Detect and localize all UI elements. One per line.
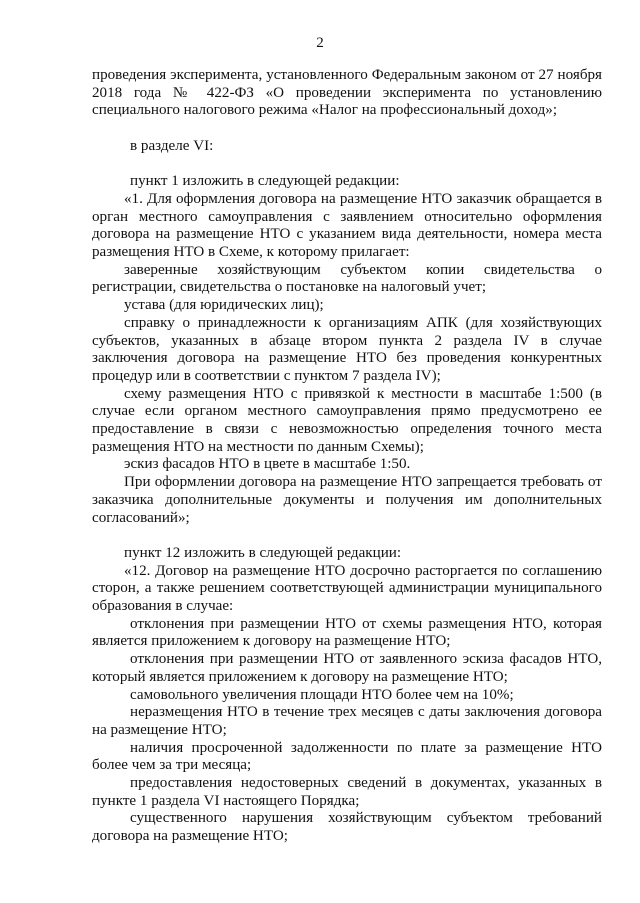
paragraph-4: «1. Для оформления договора на размещение НТО заказчик обращается в орган местного самоуправления с заявлением относительно оформления договора на размещение НТО с указанием вида деятельности, номера места размещения НТО в Схеме, к которому прилагает:	[92, 190, 602, 260]
paragraph-7: справку о принадлежности к организациям АПК (для хозяйствующих субъектов, указанных в абзаце втором пункта 2 раздела IV в случае заключения договора на размещение НТО без проведения конкурентных процедур или в соответствии с пунктом 7 раздела IV);	[92, 314, 602, 384]
document-body	[92, 67, 602, 846]
paragraph-18: предоставления недостоверных сведений в документах, указанных в пункте 1 раздела VI настоящего Порядка;	[92, 775, 602, 809]
page-number: 2	[316, 35, 324, 51]
paragraph-8: схему размещения НТО с привязкой к местности в масштабе 1:500 (в случае если органом местного самоуправления прямо предусмотрено ее предоставление в связи с невозможностью определения точного места размещения НТО на местности по данным Схемы);	[92, 385, 602, 455]
paragraph-6: устава (для юридических лиц);	[124, 297, 324, 314]
paragraph-5: заверенные хозяйствующим субъектом копии свидетельства о регистрации, свидетельства о постановке на налоговый учет;	[92, 261, 602, 296]
paragraph-1: проведения эксперимента, установленного Федеральным законом от 27 ноября 2018 года № 422-ФЗ «О проведении эксперимента по установлению специального налогового режима «Налог на профессиональный доход»;	[92, 67, 602, 119]
paragraph-13: отклонения при размещении НТО от схемы размещения НТО, которая является приложением к договору на размещение НТО;	[92, 615, 602, 650]
paragraph-11: пункт 12 изложить в следующей редакции:	[124, 544, 402, 561]
spacer	[92, 156, 602, 174]
paragraph-10: При оформлении договора на размещение НТО запрещается требовать от заказчика дополнительные документы и получения им дополнительных согласований»;	[92, 474, 602, 526]
paragraph-19: существенного нарушения хозяйствующим субъектом требований договора на размещение НТО;	[92, 810, 602, 845]
paragraph-15: самовольного увеличения площади НТО более чем на 10%;	[130, 686, 514, 703]
paragraph-14: отклонения при размещении НТО от заявленного эскиза фасадов НТО, который является приложением к договору на размещение НТО;	[92, 651, 602, 685]
paragraph-16: неразмещения НТО в течение трех месяцев с даты заключения договора на размещение НТО;	[92, 704, 602, 738]
spacer	[92, 527, 602, 545]
paragraph-9: эскиз фасадов НТО в цвете в масштабе 1:50.	[124, 456, 411, 473]
paragraph-3: пункт 1 изложить в следующей редакции:	[130, 173, 400, 190]
paragraph-17: наличия просроченной задолженности по плате за размещение НТО более чем за три месяца;	[92, 739, 602, 774]
spacer	[92, 120, 602, 138]
paragraph-2: в разделе VI:	[130, 137, 214, 154]
paragraph-12: «12. Договор на размещение НТО досрочно расторгается по соглашению сторон, а также решением соответствующей администрации муниципального образования в случае:	[92, 562, 602, 615]
